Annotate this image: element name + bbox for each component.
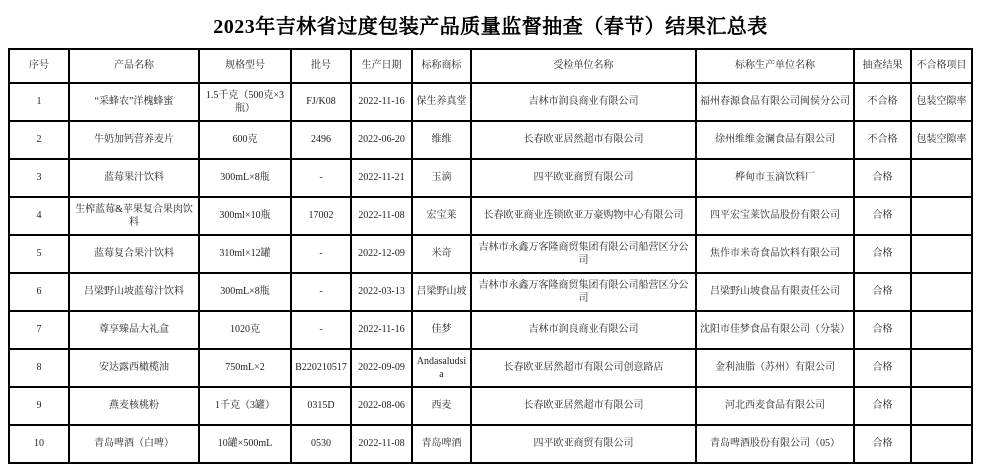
table-row [9,235,972,273]
cell-batch: 0315D [291,387,351,425]
cell-batch: - [291,235,351,273]
cell-serial: 6 [9,273,69,311]
cell-prod_date: 2022-09-09 [351,349,412,387]
cell-failed_item [911,311,972,349]
cell-prod_date: 2022-11-21 [351,159,412,197]
cell-prod_date: 2022-11-16 [351,311,412,349]
table-row [9,159,972,197]
cell-serial: 4 [9,197,69,235]
cell-serial: 3 [9,159,69,197]
cell-spec: 1千克（3罐） [199,387,291,425]
cell-batch: 17002 [291,197,351,235]
cell-producer_unit: 金利油脂（苏州）有限公司 [696,349,854,387]
cell-inspected_unit: 长春欧亚居然超市有限公司 [471,387,696,425]
cell-spec: 300ml×10瓶 [199,197,291,235]
cell-serial: 2 [9,121,69,159]
cell-spec: 600克 [199,121,291,159]
cell-failed_item [911,235,972,273]
cell-result: 合格 [854,349,911,387]
cell-brand: 青岛啤酒 [412,425,471,463]
cell-prod_date: 2022-12-09 [351,235,412,273]
cell-spec: 300mL×8瓶 [199,273,291,311]
cell-result: 合格 [854,273,911,311]
cell-product_name: 蓝莓果汁饮料 [69,159,199,197]
cell-failed_item [911,387,972,425]
cell-batch: - [291,159,351,197]
cell-spec: 1.5千克（500克×3瓶） [199,83,291,121]
cell-failed_item [911,197,972,235]
cell-batch: 0530 [291,425,351,463]
cell-producer_unit: 焦作市米奇食品饮料有限公司 [696,235,854,273]
cell-brand: 维维 [412,121,471,159]
cell-result: 合格 [854,197,911,235]
table-row [9,83,972,121]
cell-batch: - [291,273,351,311]
cell-prod_date: 2022-03-13 [351,273,412,311]
cell-result: 合格 [854,235,911,273]
cell-brand: 宏宝莱 [412,197,471,235]
cell-serial: 9 [9,387,69,425]
cell-failed_item: 包装空隙率 [911,83,972,121]
cell-product_name: 尊享臻品大礼盒 [69,311,199,349]
cell-producer_unit: 沈阳市佳梦食品有限公司（分装） [696,311,854,349]
cell-brand: 吕梁野山坡 [412,273,471,311]
cell-inspected_unit: 长春欧亚居然超市有限公司 [471,121,696,159]
results-table [8,48,973,464]
cell-serial: 8 [9,349,69,387]
column-header-brand: 标称商标 [412,49,471,83]
cell-failed_item [911,273,972,311]
cell-serial: 7 [9,311,69,349]
cell-product_name: 安达露西橄榄油 [69,349,199,387]
column-header-spec: 规格型号 [199,49,291,83]
cell-inspected_unit: 长春欧亚居然超市有限公司创意路店 [471,349,696,387]
cell-serial: 5 [9,235,69,273]
column-header-failed_item: 不合格项目 [911,49,972,83]
cell-producer_unit: 徐州维维金澜食品有限公司 [696,121,854,159]
cell-inspected_unit: 四平欧亚商贸有限公司 [471,159,696,197]
table-row [9,273,972,311]
cell-prod_date: 2022-11-08 [351,425,412,463]
cell-producer_unit: 青岛啤酒股份有限公司（05） [696,425,854,463]
cell-failed_item [911,425,972,463]
column-header-producer_unit: 标称生产单位名称 [696,49,854,83]
cell-spec: 1020克 [199,311,291,349]
cell-failed_item: 包装空隙率 [911,121,972,159]
cell-result: 不合格 [854,121,911,159]
cell-prod_date: 2022-11-16 [351,83,412,121]
cell-brand: 玉滴 [412,159,471,197]
table-row [9,425,972,463]
cell-inspected_unit: 吉林市永鑫万客隆商贸集团有限公司船营区分公司 [471,235,696,273]
column-header-result: 抽查结果 [854,49,911,83]
cell-prod_date: 2022-11-08 [351,197,412,235]
cell-inspected_unit: 吉林市永鑫万客隆商贸集团有限公司船营区分公司 [471,273,696,311]
cell-spec: 10罐×500mL [199,425,291,463]
column-header-inspected_unit: 受检单位名称 [471,49,696,83]
cell-product_name: 吕梁野山坡蓝莓汁饮料 [69,273,199,311]
cell-producer_unit: 桦甸市玉滴饮料厂 [696,159,854,197]
cell-product_name: 牛奶加钙营养麦片 [69,121,199,159]
cell-spec: 310ml×12罐 [199,235,291,273]
cell-result: 合格 [854,425,911,463]
table-row [9,121,972,159]
cell-brand: 西麦 [412,387,471,425]
cell-inspected_unit: 吉林市润良商业有限公司 [471,83,696,121]
table-row [9,349,972,387]
table-row [9,311,972,349]
cell-producer_unit: 吕梁野山坡食品有限责任公司 [696,273,854,311]
cell-producer_unit: 福州春源食品有限公司闽侯分公司 [696,83,854,121]
cell-brand: Andasaludsia [412,349,471,387]
cell-inspected_unit: 长春欧亚商业连锁欧亚万豪购物中心有限公司 [471,197,696,235]
cell-spec: 300mL×8瓶 [199,159,291,197]
page-title: 2023年吉林省过度包装产品质量监督抽查（春节）结果汇总表 [213,16,768,38]
cell-prod_date: 2022-08-06 [351,387,412,425]
cell-producer_unit: 四平宏宝莱饮品股份有限公司 [696,197,854,235]
cell-spec: 750mL×2 [199,349,291,387]
cell-brand: 佳梦 [412,311,471,349]
cell-serial: 1 [9,83,69,121]
table-row [9,197,972,235]
cell-batch: FJ/K08 [291,83,351,121]
cell-product_name: 青岛啤酒（白啤） [69,425,199,463]
cell-inspected_unit: 四平欧亚商贸有限公司 [471,425,696,463]
column-header-product_name: 产品名称 [69,49,199,83]
cell-result: 合格 [854,159,911,197]
cell-product_name: 蓝莓复合果汁饮料 [69,235,199,273]
cell-product_name: 生榨蓝莓&苹果复合果肉饮料 [69,197,199,235]
column-header-batch: 批号 [291,49,351,83]
cell-failed_item [911,349,972,387]
column-header-prod_date: 生产日期 [351,49,412,83]
cell-product_name: 燕麦核桃粉 [69,387,199,425]
table-row [9,387,972,425]
cell-failed_item [911,159,972,197]
cell-brand: 米奇 [412,235,471,273]
cell-result: 合格 [854,311,911,349]
table-header-row [9,49,972,83]
cell-batch: 2496 [291,121,351,159]
cell-product_name: “采蜂农”洋槐蜂蜜 [69,83,199,121]
cell-inspected_unit: 吉林市润良商业有限公司 [471,311,696,349]
cell-brand: 保生养真堂 [412,83,471,121]
cell-batch: - [291,311,351,349]
cell-prod_date: 2022-06-20 [351,121,412,159]
cell-serial: 10 [9,425,69,463]
cell-producer_unit: 河北西麦食品有限公司 [696,387,854,425]
cell-result: 合格 [854,387,911,425]
column-header-serial: 序号 [9,49,69,83]
cell-batch: B220210517 [291,349,351,387]
cell-result: 不合格 [854,83,911,121]
